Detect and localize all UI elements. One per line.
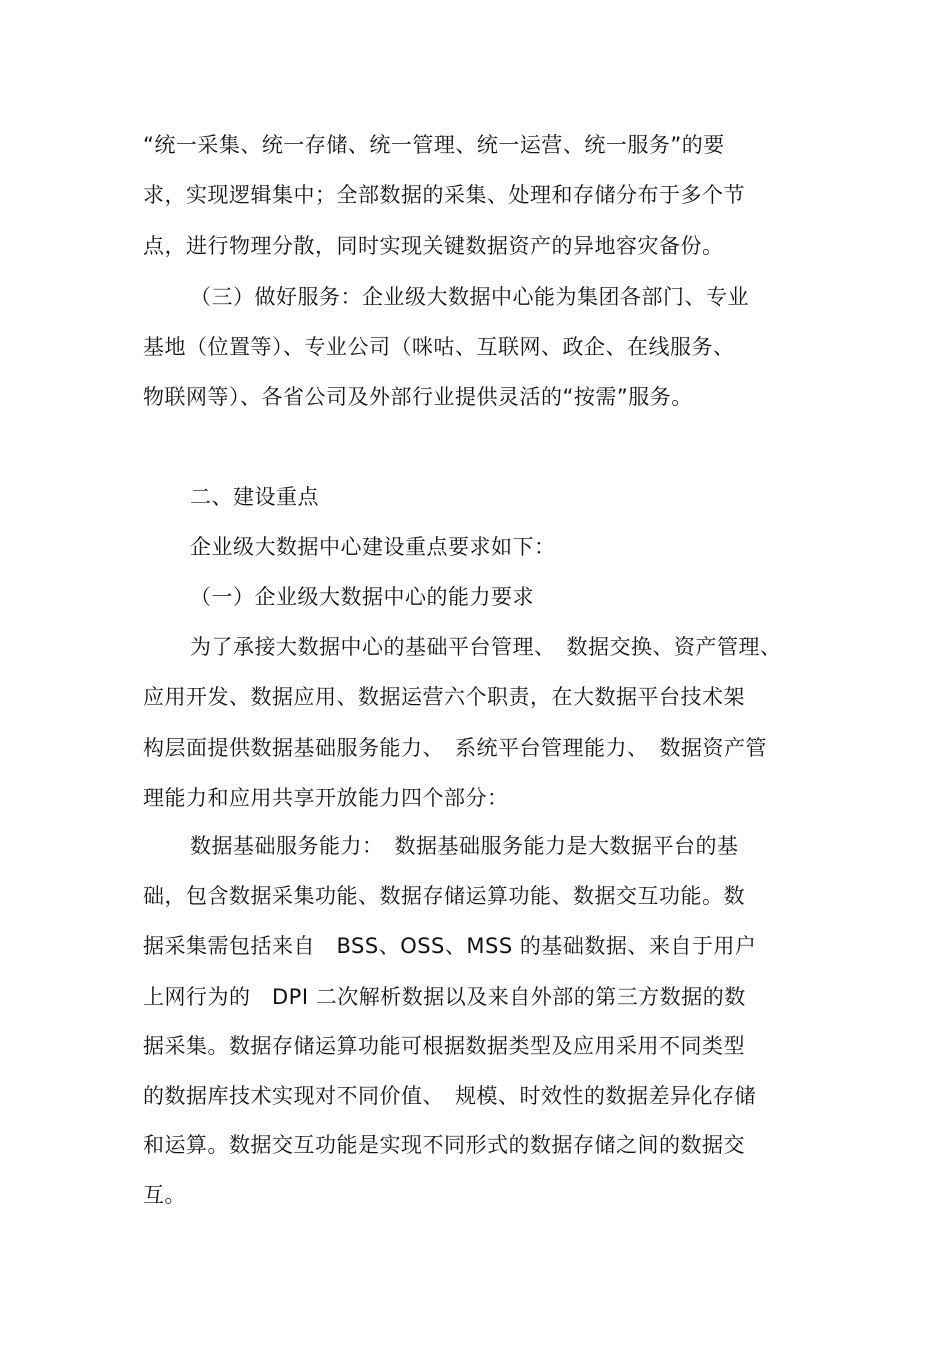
section-heading: 二、建设重点 <box>190 485 319 509</box>
text-line: “统一采集、统一存储、统一管理、统一运营、统一服务”的要 <box>143 133 725 157</box>
text-line: 企业级大数据中心建设重点要求如下： <box>190 535 556 559</box>
text-line: 据采集需包括来自 BSS、OSS、MSS 的基础数据、来自于用户 <box>143 934 757 958</box>
text-line: 应用开发、数据应用、数据运营六个职责，在大数据平台技术架 <box>143 685 745 709</box>
text-line: 数据基础服务能力： 数据基础服务能力是大数据平台的基 <box>190 834 739 858</box>
text-line: （三）做好服务：企业级大数据中心能为集团各部门、专业 <box>190 285 749 309</box>
text-line: 的数据库技术实现对不同价值、 规模、时效性的数据差异化存储 <box>143 1084 756 1108</box>
text-line: 求，实现逻辑集中；全部数据的采集、处理和存储分布于多个节 <box>143 183 745 207</box>
text-line: 点，进行物理分散，同时实现关键数据资产的异地容灾备份。 <box>143 234 724 258</box>
text-line: 为了承接大数据中心的基础平台管理、 数据交换、资产管理、 <box>190 635 782 659</box>
text-line: 基地（位置等）、专业公司（咪咕、互联网、政企、在线服务、 <box>143 335 735 359</box>
text-line: 上网行为的 DPI 二次解析数据以及来自外部的第三方数据的数 <box>143 985 746 1009</box>
text-line: 互。 <box>143 1183 186 1207</box>
text-line: 和运算。数据交互功能是实现不同形式的数据存储之间的数据交 <box>143 1133 745 1157</box>
subsection-heading: （一）企业级大数据中心的能力要求 <box>190 585 534 609</box>
text-line: 理能力和应用共享开放能力四个部分： <box>143 786 509 810</box>
text-line: 据采集。数据存储运算功能可根据数据类型及应用采用不同类型 <box>143 1034 745 1058</box>
text-line: 构层面提供数据基础服务能力、 系统平台管理能力、 数据资产管 <box>143 736 767 760</box>
text-line: 物联网等）、各省公司及外部行业提供灵活的“按需”服务。 <box>143 385 693 409</box>
text-line: 础，包含数据采集功能、数据存储运算功能、数据交互功能。数 <box>143 884 745 908</box>
